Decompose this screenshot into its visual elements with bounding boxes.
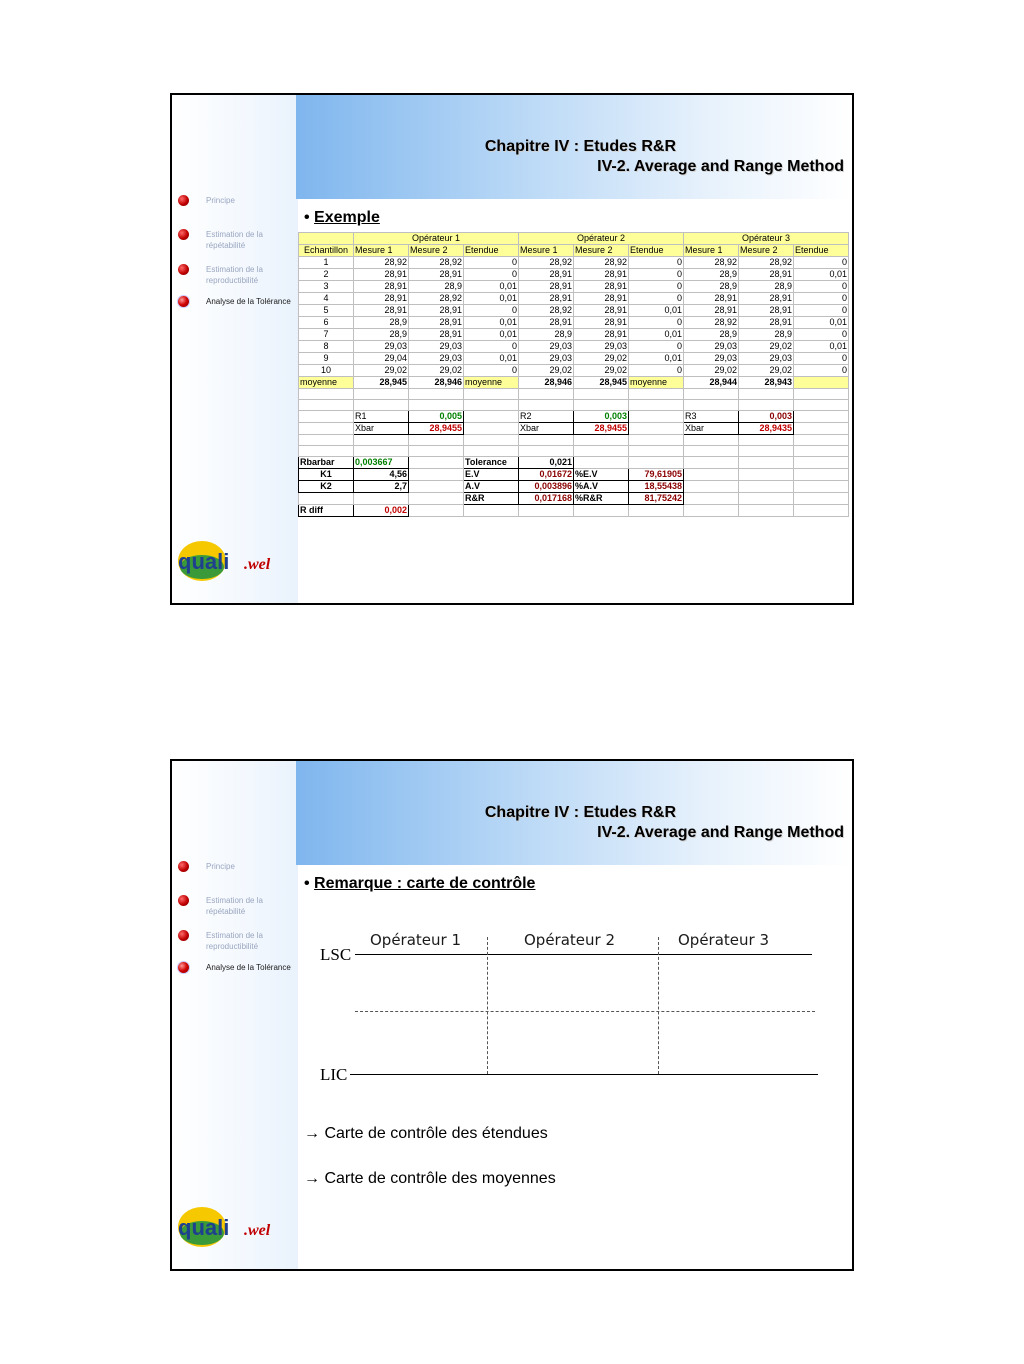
measure-cell: 28,91 (574, 329, 629, 341)
measure-cell: 0 (629, 365, 684, 377)
rdiff-value: 0,002 (354, 505, 409, 517)
nav-label: Estimation de la répétabilité (206, 230, 263, 250)
tolerance-value: 0,021 (519, 457, 574, 469)
measure-cell: 0 (629, 257, 684, 269)
sidebar-background (172, 95, 298, 603)
measure-cell: 29,03 (684, 341, 739, 353)
bullet-icon (178, 229, 189, 240)
table-row (299, 305, 849, 317)
measure-cell: 28,9 (409, 281, 464, 293)
r1-label: R1 (354, 411, 409, 423)
measure-cell: 0 (794, 329, 849, 341)
measure-cell: 0,01 (464, 317, 519, 329)
table-row (299, 269, 849, 281)
nav-label: Analyse de la Tolérance (206, 963, 291, 972)
k2-value: 2,7 (354, 481, 409, 493)
logo-suffix: .wel (244, 556, 271, 573)
column-header: Etendue (464, 245, 519, 257)
sample-number: 1 (299, 257, 354, 269)
title-line-2: IV-2. Average and Range Method (597, 158, 844, 175)
prr-label: %R&R (574, 493, 629, 505)
sample-number: 7 (299, 329, 354, 341)
measure-cell: 28,92 (409, 293, 464, 305)
r2-value: 0,003 (574, 411, 629, 423)
measure-cell: 0 (794, 281, 849, 293)
measure-cell: 29,02 (739, 365, 794, 377)
measure-cell: 0,01 (464, 281, 519, 293)
bullet-range-chart (304, 1125, 548, 1143)
quali-logo (176, 1201, 292, 1249)
title-line-1: Chapitre IV : Etudes R&R (484, 804, 676, 821)
measure-cell: 29,03 (684, 353, 739, 365)
measure-cell: 28,91 (409, 269, 464, 281)
rr-row (299, 493, 849, 505)
nav-label: Principe (206, 196, 235, 205)
measure-cell: 0 (629, 341, 684, 353)
sample-number: 5 (299, 305, 354, 317)
slide-title (485, 803, 844, 843)
moyenne-value: 28,945 (354, 377, 409, 389)
measure-cell: 29,02 (574, 365, 629, 377)
table-cell (794, 377, 849, 389)
measure-cell: 28,92 (354, 257, 409, 269)
xbar3-label: Xbar (684, 423, 739, 435)
moyenne-value: 28,944 (684, 377, 739, 389)
sample-number: 9 (299, 353, 354, 365)
av-label: A.V (464, 481, 519, 493)
measure-cell: 28,91 (519, 281, 574, 293)
nav-label: Estimation de la reproductibilité (206, 265, 263, 285)
rdiff-label: R diff (299, 505, 354, 517)
measure-cell: 0 (794, 293, 849, 305)
bullet-icon (178, 962, 189, 973)
xbar-row (299, 423, 849, 435)
column-header: Mesure 2 (409, 245, 464, 257)
measure-cell: 0 (464, 257, 519, 269)
nav-label: Estimation de la répétabilité (206, 896, 263, 916)
measure-cell: 0,01 (629, 353, 684, 365)
operator-2-label: Opérateur 2 (524, 931, 616, 949)
column-header: Mesure 2 (739, 245, 794, 257)
measure-cell: 28,91 (574, 317, 629, 329)
av-value: 0,003896 (519, 481, 574, 493)
bullet-text: Carte de contrôle des étendues (324, 1125, 548, 1142)
measure-cell: 29,03 (409, 353, 464, 365)
measure-cell: 28,9 (739, 329, 794, 341)
measure-cell: 28,91 (739, 293, 794, 305)
moyenne-row (299, 377, 849, 389)
range-row (299, 411, 849, 423)
quali-logo (176, 535, 292, 583)
sidebar-background (172, 761, 298, 1269)
measure-cell: 28,91 (574, 281, 629, 293)
bullet-icon (178, 895, 189, 906)
measure-cell: 28,9 (354, 317, 409, 329)
sample-number: 6 (299, 317, 354, 329)
measure-cell: 29,03 (574, 341, 629, 353)
measure-cell: 28,91 (519, 317, 574, 329)
measure-cell: 0 (464, 269, 519, 281)
measure-cell: 0 (464, 341, 519, 353)
k1-row (299, 469, 849, 481)
section-heading: • Remarque : carte de contrôle (304, 875, 536, 892)
measure-cell: 0 (464, 365, 519, 377)
measure-cell: 28,92 (519, 305, 574, 317)
measure-cell: 28,91 (519, 269, 574, 281)
measure-cell: 0,01 (464, 329, 519, 341)
moyenne-label: moyenne (629, 377, 684, 389)
measure-cell: 28,92 (574, 257, 629, 269)
rbarbar-value: 0,003667 (354, 457, 409, 469)
measure-cell: 0 (794, 365, 849, 377)
logo-text: quali (178, 1215, 230, 1240)
table-cell (299, 233, 354, 245)
center-line (355, 1011, 815, 1012)
measure-cell: 0,01 (464, 293, 519, 305)
measure-cell: 29,03 (739, 353, 794, 365)
bullet-icon (178, 861, 189, 872)
measure-cell: 0 (794, 257, 849, 269)
measure-cell: 29,02 (519, 365, 574, 377)
column-header: Mesure 1 (354, 245, 409, 257)
pav-value: 18,55438 (629, 481, 684, 493)
measure-cell: 0 (794, 305, 849, 317)
measure-cell: 0 (794, 353, 849, 365)
sample-number: 2 (299, 269, 354, 281)
section-heading-text: Remarque : carte de contrôle (314, 875, 536, 892)
moyenne-label: moyenne (464, 377, 519, 389)
lsc-label: LSC (320, 945, 352, 964)
measure-cell: 28,91 (354, 305, 409, 317)
xbar1-label: Xbar (354, 423, 409, 435)
measure-cell: 28,9 (684, 281, 739, 293)
xbar3-value: 28,9435 (739, 423, 794, 435)
pev-label: %E.V (574, 469, 629, 481)
measure-cell: 28,91 (684, 293, 739, 305)
title-line-1: Chapitre IV : Etudes R&R (484, 138, 676, 155)
prr-value: 81,75242 (629, 493, 684, 505)
k2-label: K2 (299, 481, 354, 493)
sample-number: 4 (299, 293, 354, 305)
k1-value: 4,56 (354, 469, 409, 481)
sample-number: 3 (299, 281, 354, 293)
measure-cell: 28,9 (739, 281, 794, 293)
measure-cell: 29,03 (354, 341, 409, 353)
table-row (299, 317, 849, 329)
title-line-2: IV-2. Average and Range Method (597, 824, 844, 841)
measure-cell: 29,03 (409, 341, 464, 353)
measure-cell: 28,91 (574, 305, 629, 317)
measure-cell: 28,91 (409, 305, 464, 317)
measure-cell: 0 (629, 269, 684, 281)
measure-cell: 29,02 (574, 353, 629, 365)
data-table (298, 232, 849, 517)
arrow-icon: → (304, 1170, 320, 1187)
column-header: Echantillon (299, 245, 354, 257)
k1-label: K1 (299, 469, 354, 481)
bullet-text: Carte de contrôle des moyennes (324, 1170, 556, 1187)
measure-cell: 0,01 (794, 317, 849, 329)
measure-cell: 28,91 (519, 293, 574, 305)
bullet-icon (178, 195, 189, 206)
measure-cell: 29,02 (409, 365, 464, 377)
measure-cell: 0,01 (464, 353, 519, 365)
measure-cell: 28,9 (684, 269, 739, 281)
nav-label: Principe (206, 862, 235, 871)
section-heading-text: Exemple (314, 209, 380, 226)
column-header-row (299, 245, 849, 257)
measure-cell: 0 (629, 281, 684, 293)
measure-cell: 28,92 (684, 257, 739, 269)
column-header: Mesure 1 (519, 245, 574, 257)
ev-label: E.V (464, 469, 519, 481)
operator-3-label: Opérateur 3 (678, 931, 770, 949)
column-header: Mesure 2 (574, 245, 629, 257)
operator-3-header: Opérateur 3 (684, 233, 849, 245)
table-row (299, 293, 849, 305)
operator-divider (487, 937, 488, 1074)
measure-cell: 28,92 (519, 257, 574, 269)
measure-cell: 29,04 (354, 353, 409, 365)
measure-cell: 28,91 (354, 293, 409, 305)
r2-label: R2 (519, 411, 574, 423)
xbar2-value: 28,9455 (574, 423, 629, 435)
measure-cell: 28,9 (519, 329, 574, 341)
lsc-line (355, 954, 812, 955)
measure-cell: 0 (629, 293, 684, 305)
measure-cell: 29,03 (519, 353, 574, 365)
measure-cell: 0 (629, 317, 684, 329)
moyenne-value: 28,943 (739, 377, 794, 389)
moyenne-value: 28,946 (519, 377, 574, 389)
table-row (299, 329, 849, 341)
logo-text: quali (178, 549, 230, 574)
rbarbar-label: Rbarbar (299, 457, 354, 469)
measure-cell: 28,92 (739, 257, 794, 269)
section-heading: • Exemple (304, 209, 380, 226)
operator-2-header: Opérateur 2 (519, 233, 684, 245)
measure-cell: 28,91 (354, 281, 409, 293)
moyenne-label: moyenne (299, 377, 354, 389)
measure-cell: 28,91 (354, 269, 409, 281)
operator-1-header: Opérateur 1 (354, 233, 519, 245)
slide-control-chart-remark (170, 759, 854, 1271)
bullet-icon (178, 264, 189, 275)
r1-value: 0,005 (409, 411, 464, 423)
measure-cell: 28,91 (574, 269, 629, 281)
xbar1-value: 28,9455 (409, 423, 464, 435)
measure-cell: 0,01 (794, 269, 849, 281)
column-header: Etendue (794, 245, 849, 257)
slide-title (485, 137, 844, 177)
operator-1-label: Opérateur 1 (370, 931, 462, 949)
nav-label: Analyse de la Tolérance (206, 297, 291, 306)
r3-label: R3 (684, 411, 739, 423)
measure-cell: 28,91 (574, 293, 629, 305)
measure-cell: 0,01 (629, 305, 684, 317)
sample-number: 8 (299, 341, 354, 353)
measure-cell: 28,91 (684, 305, 739, 317)
operator-divider (658, 937, 659, 1074)
measure-cell: 0,01 (629, 329, 684, 341)
measure-cell: 0 (464, 305, 519, 317)
measure-cell: 28,92 (409, 257, 464, 269)
table-row (299, 257, 849, 269)
table-row (299, 365, 849, 377)
sample-number: 10 (299, 365, 354, 377)
ev-value: 0,01672 (519, 469, 574, 481)
tolerance-label: Tolerance (464, 457, 519, 469)
nav-label: Estimation de la reproductibilité (206, 931, 263, 951)
pav-label: %A.V (574, 481, 629, 493)
bullet-mean-chart (304, 1170, 556, 1188)
column-header: Mesure 1 (684, 245, 739, 257)
r3-value: 0,003 (739, 411, 794, 423)
measure-cell: 0,01 (794, 341, 849, 353)
logo-suffix: .wel (244, 1222, 271, 1239)
rr-label: R&R (464, 493, 519, 505)
measure-cell: 28,91 (409, 329, 464, 341)
measure-cell: 28,9 (684, 329, 739, 341)
arrow-icon: → (304, 1125, 320, 1142)
measure-cell: 29,02 (684, 365, 739, 377)
rr-value: 0,017168 (519, 493, 574, 505)
xbar2-label: Xbar (519, 423, 574, 435)
k2-row (299, 481, 849, 493)
measure-cell: 28,91 (739, 269, 794, 281)
measure-cell: 28,92 (684, 317, 739, 329)
measure-cell: 28,9 (354, 329, 409, 341)
pev-value: 79,61905 (629, 469, 684, 481)
bullet-icon (178, 296, 189, 307)
rdiff-row (299, 505, 849, 517)
table-row (299, 353, 849, 365)
measure-cell: 28,91 (409, 317, 464, 329)
column-header: Etendue (629, 245, 684, 257)
moyenne-value: 28,945 (574, 377, 629, 389)
table-row (299, 281, 849, 293)
lic-line (350, 1074, 818, 1075)
bullet-icon (178, 930, 189, 941)
operator-header-row (299, 233, 849, 245)
measure-cell: 29,02 (739, 341, 794, 353)
lic-label: LIC (320, 1065, 348, 1084)
measure-cell: 29,03 (519, 341, 574, 353)
table-row (299, 341, 849, 353)
measure-cell: 28,91 (739, 317, 794, 329)
measure-cell: 28,91 (739, 305, 794, 317)
slide-average-range-example (170, 93, 854, 605)
moyenne-value: 28,946 (409, 377, 464, 389)
measure-cell: 29,02 (354, 365, 409, 377)
rbarbar-row (299, 457, 849, 469)
